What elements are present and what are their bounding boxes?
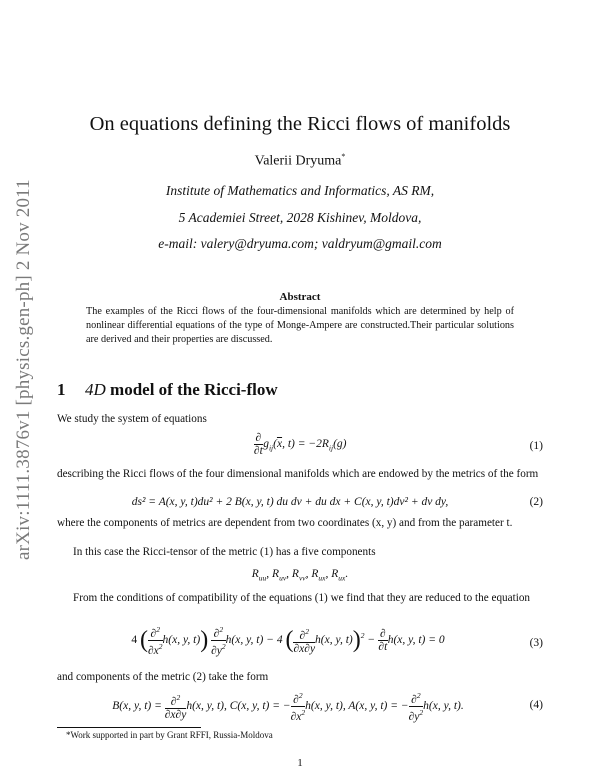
- equation-3-body: 4 ( $\frac{\partial^2}{\partial x^2}$ h(x, y, t)) $\frac{\partial^2}{\partial y^2}$ h(x, y, t) − 4 ( $\frac{\partial^2}{\partial x\partial y}$ h(x, y, t))$^2$ − $\frac{\partial}{\partial t}$ h(x, y, t) = 0: [131, 625, 445, 657]
- paragraph-5: From the conditions of compatibility of the equations (1) we find that they are reduced to the equation: [73, 592, 531, 604]
- page-number: 1: [297, 757, 303, 769]
- author-footnote-mark: *: [341, 152, 346, 161]
- section-title: model of the Ricci-flow: [105, 380, 278, 399]
- affiliation-line-1: Institute of Mathematics and Informatics, AS RM,: [165, 183, 435, 198]
- ricci-components-body: $R_{uu}$, $R_{uv}$, $R_{vv}$, $R_{ux}$, $R_{ux}$.: [251, 568, 349, 583]
- abstract-text: The examples of the Ricci flows of the four-dimensional manifolds which are determined by help of nonlinear differential equations of the type of Monge-Ampere are constructed.Their particular solutions are derived and their properties are discussed.: [86, 306, 514, 345]
- paragraph-6: and components of the metric (2) take the form: [57, 671, 269, 683]
- equation-1: [57, 432, 543, 464]
- equation-2-body: ds² = A(x, y, t)du² + 2 B(x, y, t) du dv + du dx + C(x, y, t)dv² + dv dy,: [131, 496, 449, 508]
- equation-4-body: B(x, y, t) = $\frac{\partial^2}{\partial x\partial y}$ h(x, y, t), C(x, y, t) = − $\frac{\partial^2}{\partial x^2}$ h(x, y, t), A(x, y, t) = − $\frac{\partial^2}{\partial y^2}$ h(x, y, t).: [112, 691, 464, 723]
- equation-4-number: (4): [529, 699, 543, 711]
- equation-2: [57, 496, 543, 512]
- affiliation-line-2: 5 Academiei Street, 2028 Kishinev, Moldova,: [178, 210, 422, 225]
- equation-1-body: $\frac{\partial}{\partial t}$ $g_{ij}(\overline{x}$, $t) = -2R_{ij}(g)$: [253, 432, 347, 457]
- section-number: 1: [57, 380, 66, 399]
- paper-title: On equations defining the Ricci flows of manifolds: [89, 113, 511, 135]
- affiliation-email: e-mail: valery@dryuma.com; valdryum@gmail.com: [158, 236, 442, 251]
- section-heading: [57, 380, 278, 400]
- arxiv-identifier: arXiv:1111.3876v1 [physics.gen-ph] 2 Nov 2011: [13, 179, 34, 561]
- equation-3-number: (3): [529, 637, 543, 649]
- paragraph-2: describing the Ricci flows of the four dimensional manifolds which are endowed by the metrics of the form: [57, 468, 539, 480]
- paragraph-1: We study the system of equations: [57, 413, 207, 425]
- equation-1-number: (1): [529, 440, 543, 452]
- abstract-heading: Abstract: [279, 291, 321, 303]
- paragraph-4: In this case the Ricci-tensor of the metric (1) has a five components: [73, 546, 376, 558]
- equation-2-number: (2): [529, 496, 543, 508]
- footnote: *Work supported in part by Grant RFFI, Russia-Moldova: [66, 730, 273, 740]
- footnote-rule: [57, 727, 201, 728]
- author-line: [60, 152, 540, 170]
- ricci-components: [57, 568, 543, 584]
- author-name: Valerii Dryuma: [254, 153, 342, 169]
- equation-4: [57, 690, 543, 722]
- equation-3: [57, 624, 543, 660]
- section-prefix: 4D: [85, 380, 106, 399]
- paragraph-3: where the components of metrics are dependent from two coordinates (x, y) and from the parameter t.: [57, 517, 513, 529]
